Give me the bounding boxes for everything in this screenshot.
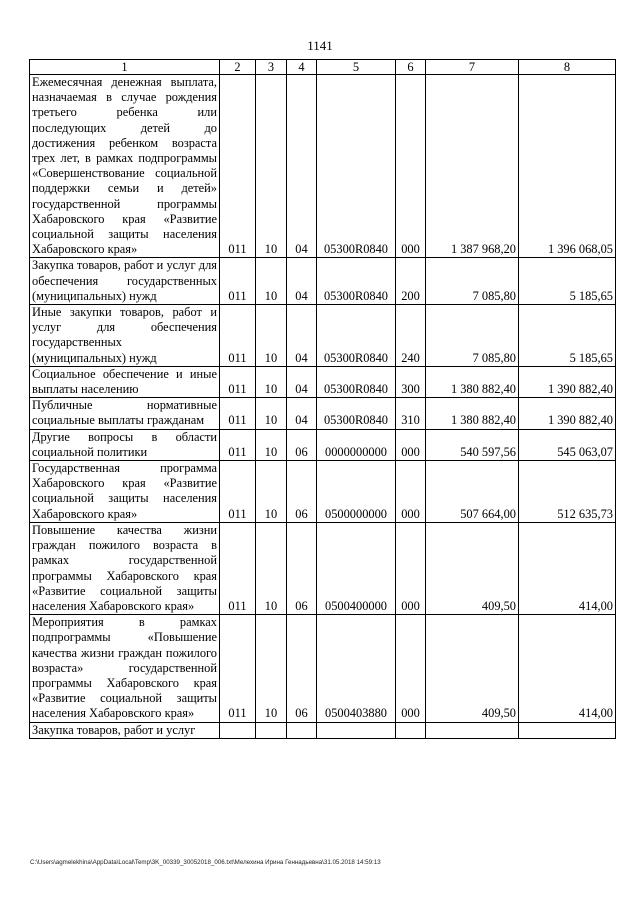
amount-year2-cell: 414,00	[519, 615, 616, 722]
expense-type-cell: 000	[396, 75, 426, 258]
table-row	[30, 75, 616, 258]
amount-year2-cell: 545 063,07	[519, 429, 616, 460]
budget-table	[29, 59, 616, 739]
amount-year1-cell: 1 380 882,40	[426, 398, 519, 429]
expense-type-cell: 300	[396, 366, 426, 397]
row-name-cell: Государственная программа Хабаровского края «Развитие социальной защиты населения Хабаровского края»	[30, 461, 220, 523]
column-header: 6	[396, 60, 426, 75]
column-header: 3	[256, 60, 287, 75]
table-row	[30, 522, 616, 614]
column-header: 2	[220, 60, 256, 75]
target-article-cell: 0000000000	[317, 429, 396, 460]
section-code-cell: 10	[256, 429, 287, 460]
subsection-code-cell: 06	[287, 615, 317, 722]
ministry-code-cell: 011	[220, 366, 256, 397]
expense-type-cell: 000	[396, 522, 426, 614]
subsection-code-cell: 06	[287, 429, 317, 460]
amount-year2-cell: 1 390 882,40	[519, 398, 616, 429]
subsection-code-cell: 04	[287, 398, 317, 429]
section-code-cell: 10	[256, 398, 287, 429]
amount-year1-cell: 540 597,56	[426, 429, 519, 460]
section-code-cell: 10	[256, 615, 287, 722]
table-row	[30, 366, 616, 397]
amount-year1-cell	[426, 722, 519, 738]
subsection-code-cell: 06	[287, 461, 317, 523]
row-name-cell: Другие вопросы в области социальной политики	[30, 429, 220, 460]
amount-year1-cell: 1 380 882,40	[426, 366, 519, 397]
section-code-cell: 10	[256, 366, 287, 397]
amount-year2-cell: 5 185,65	[519, 305, 616, 367]
ministry-code-cell: 011	[220, 305, 256, 367]
amount-year1-cell: 7 085,80	[426, 258, 519, 305]
row-name-cell: Закупка товаров, работ и услуг для обеспечения государственных (муниципальных) нужд	[30, 258, 220, 305]
ministry-code-cell: 011	[220, 75, 256, 258]
subsection-code-cell: 04	[287, 258, 317, 305]
target-article-cell: 05300R0840	[317, 75, 396, 258]
ministry-code-cell: 011	[220, 461, 256, 523]
subsection-code-cell: 06	[287, 522, 317, 614]
amount-year1-cell: 7 085,80	[426, 305, 519, 367]
expense-type-cell: 000	[396, 615, 426, 722]
table-row	[30, 461, 616, 523]
amount-year1-cell: 409,50	[426, 522, 519, 614]
table-body	[30, 75, 616, 739]
expense-type-cell	[396, 722, 426, 738]
amount-year2-cell: 414,00	[519, 522, 616, 614]
target-article-cell: 05300R0840	[317, 305, 396, 367]
ministry-code-cell	[220, 722, 256, 738]
subsection-code-cell: 04	[287, 305, 317, 367]
expense-type-cell: 000	[396, 429, 426, 460]
table-row	[30, 429, 616, 460]
expense-type-cell: 200	[396, 258, 426, 305]
expense-type-cell: 000	[396, 461, 426, 523]
header-row	[30, 60, 616, 75]
section-code-cell: 10	[256, 305, 287, 367]
page-number: 1141	[307, 38, 333, 53]
column-header: 5	[317, 60, 396, 75]
target-article-cell: 0500400000	[317, 522, 396, 614]
amount-year1-cell: 1 387 968,20	[426, 75, 519, 258]
table-row	[30, 258, 616, 305]
subsection-code-cell	[287, 722, 317, 738]
row-name-cell: Социальное обеспечение и иные выплаты населению	[30, 366, 220, 397]
section-code-cell: 10	[256, 75, 287, 258]
expense-type-cell: 310	[396, 398, 426, 429]
amount-year1-cell: 507 664,00	[426, 461, 519, 523]
row-name-cell: Повышение качества жизни граждан пожилого возраста в рамках государственной программы Хабаровского края «Развитие социальной защиты населения Хабаровского края»	[30, 522, 220, 614]
target-article-cell: 05300R0840	[317, 398, 396, 429]
section-code-cell	[256, 722, 287, 738]
section-code-cell: 10	[256, 522, 287, 614]
column-header: 8	[519, 60, 616, 75]
subsection-code-cell: 04	[287, 75, 317, 258]
table-row	[30, 305, 616, 367]
ministry-code-cell: 011	[220, 398, 256, 429]
ministry-code-cell: 011	[220, 258, 256, 305]
row-name-cell: Закупка товаров, работ и услуг	[30, 722, 220, 738]
target-article-cell: 05300R0840	[317, 366, 396, 397]
ministry-code-cell: 011	[220, 522, 256, 614]
table-row	[30, 615, 616, 722]
ministry-code-cell: 011	[220, 429, 256, 460]
expense-type-cell: 240	[396, 305, 426, 367]
target-article-cell	[317, 722, 396, 738]
table-row	[30, 398, 616, 429]
target-article-cell: 05300R0840	[317, 258, 396, 305]
amount-year2-cell: 1 390 882,40	[519, 366, 616, 397]
amount-year1-cell: 409,50	[426, 615, 519, 722]
column-header: 7	[426, 60, 519, 75]
amount-year2-cell: 512 635,73	[519, 461, 616, 523]
amount-year2-cell: 1 396 068,05	[519, 75, 616, 258]
row-name-cell: Иные закупки товаров, работ и услуг для обеспечения государственных (муниципальных) нужд	[30, 305, 220, 367]
section-code-cell: 10	[256, 461, 287, 523]
row-name-cell: Мероприятия в рамках подпрограммы «Повышение качества жизни граждан пожилого возраста» государственной программы Хабаровского края «Развитие социальной защиты населения Хабаровского края»	[30, 615, 220, 722]
column-header: 1	[30, 60, 220, 75]
file-path-footer: C:\Users\agmelekhina\AppData\Local\Temp\3K_00339_30052018_006.txt\Мелехина Ирина Геннадьевна\31.05.2018 14:59:13	[30, 859, 381, 866]
subsection-code-cell: 04	[287, 366, 317, 397]
ministry-code-cell: 011	[220, 615, 256, 722]
target-article-cell: 0500403880	[317, 615, 396, 722]
table-row	[30, 722, 616, 738]
target-article-cell: 0500000000	[317, 461, 396, 523]
amount-year2-cell: 5 185,65	[519, 258, 616, 305]
row-name-cell: Ежемесячная денежная выплата, назначаемая в случае рождения третьего ребенка или последующих детей до достижения ребенком возраста трех лет, в рамках подпрограммы «Совершенствование социальной поддержки семьи и детей» государственной программы Хабаровского края «Развитие социальной защиты населения Хабаровского края»	[30, 75, 220, 258]
row-name-cell: Публичные нормативные социальные выплаты гражданам	[30, 398, 220, 429]
amount-year2-cell	[519, 722, 616, 738]
section-code-cell: 10	[256, 258, 287, 305]
column-header: 4	[287, 60, 317, 75]
